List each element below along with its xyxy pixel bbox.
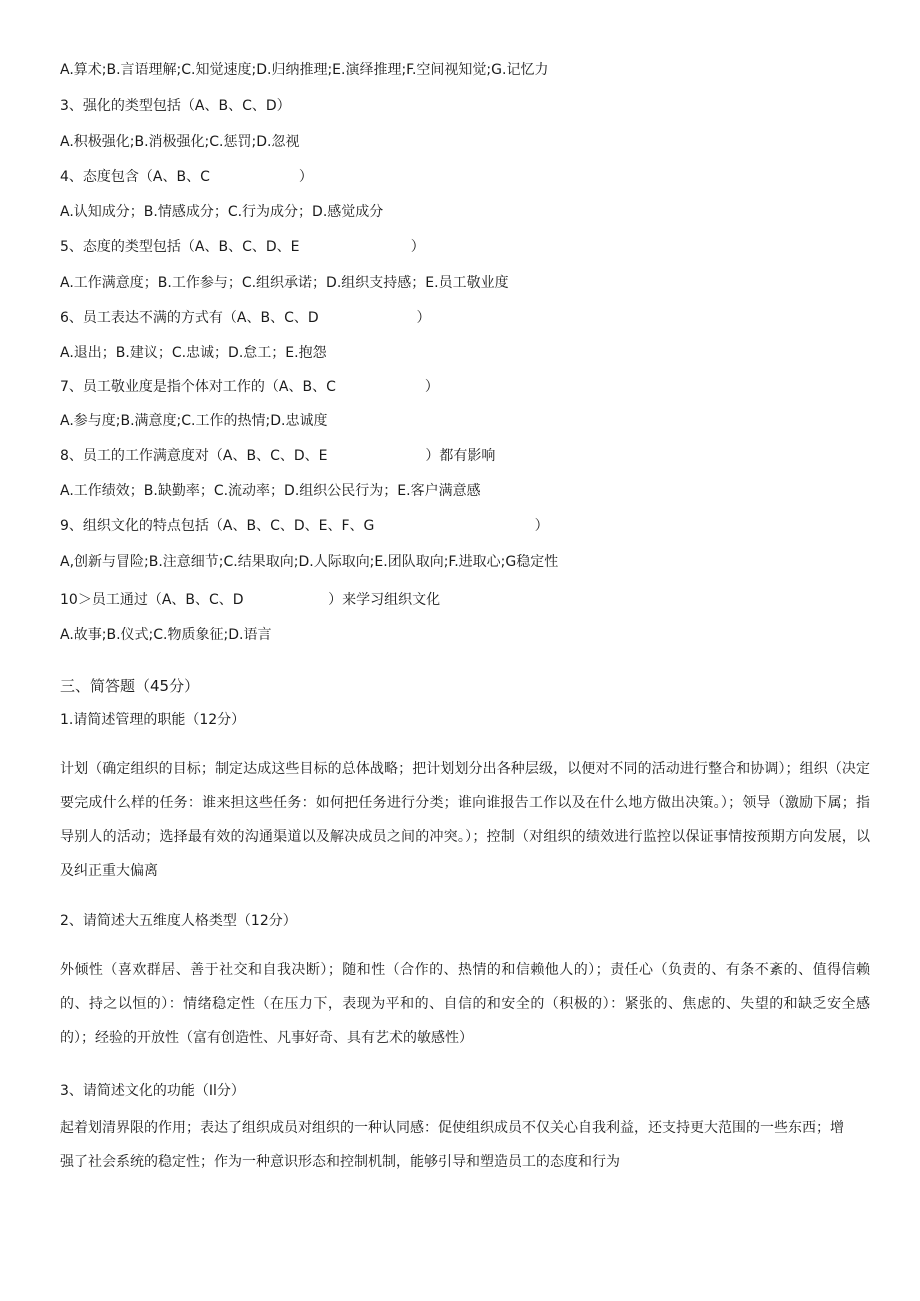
section-title: 三、简答题（45分） [60, 677, 200, 695]
question-3: 3、强化的类型包括（A、B、C、D） [60, 98, 291, 114]
q10-options: A.故事;B.仪式;C.物质象征;D.语言 [60, 627, 272, 643]
question-10: 10＞员工通过（A、B、C、D ）来学习组织文化 [60, 592, 441, 608]
short-answer-2-title: 2、请简述大五维度人格类型（12分） [60, 913, 297, 929]
question-6: 6、员工表达不满的方式有（A、B、C、D ） [60, 310, 431, 326]
q4-options: A.认知成分；B.情感成分；C.行为成分；D.感觉成分 [60, 204, 384, 220]
short-answer-1-answer: 计划（确定组织的目标；制定达成这些目标的总体战略；把计划划分出各种层级，以便对不同的活动进行整合和协调）；组织（决定要完成什么样的任务：谁来担这些任务：如何把任务进行分类；谁向谁报告工作以及在什么地方做出决策。）；领导（激励下属；指导别人的活动；选择最有效的沟通渠道以及解决成员之间的冲突。）；控制（对组织的绩效进行监控以保证事情按预期方向发展，以及纠正重大偏离 [60, 761, 870, 879]
q7-options: A.参与度;B.满意度;C.工作的热情;D.忠诚度 [60, 413, 328, 429]
question-5: 5、态度的类型包括（A、B、C、D、E ） [60, 239, 425, 255]
short-answer-3-answer: 起着划清界限的作用；表达了组织成员对组织的一种认同感：促使组织成员不仅关心自我利益，还支持更大范围的一些东西；增强了社会系统的稳定性；作为一种意识形态和控制机制，能够引导和塑造员工的态度和行为 [60, 1120, 844, 1170]
q9-options: A,创新与冒险;B.注意细节;C.结果取向;D.人际取向;E.团队取向;F.进取心;G稳定性 [60, 554, 559, 570]
short-answer-1-title: 1.请简述管理的职能（12分） [60, 712, 246, 728]
question-8: 8、员工的工作满意度对（A、B、C、D、E ）都有影响 [60, 448, 496, 464]
question-4: 4、态度包含（A、B、C ） [60, 169, 313, 185]
short-answer-3-title: 3、请简述文化的功能（Il分） [60, 1083, 245, 1099]
q8-options: A.工作绩效；B.缺勤率；C.流动率；D.组织公民行为；E.客户满意感 [60, 483, 481, 499]
q5-options: A.工作满意度；B.工作参与；C.组织承诺；D.组织支持感；E.员工敬业度 [60, 275, 509, 291]
q2-options: A.算术;B.言语理解;C.知觉速度;D.归纳推理;E.演绎推理;F.空间视知觉;G.记忆力 [60, 62, 549, 78]
short-answer-2-answer: 外倾性（喜欢群居、善于社交和自我决断）；随和性（合作的、热情的和信赖他人的）；责任心（负责的、有条不紊的、值得信赖的、持之以恒的）：情绪稳定性（在压力下，表现为平和的、自信的和安全的（积极的）：紧张的、焦虑的、失望的和缺乏安全感的）；经验的开放性（富有创造性、凡事好奇、具有艺术的敏感性） [60, 962, 870, 1046]
question-7: 7、员工敬业度是指个体对工作的（A、B、C ） [60, 379, 439, 395]
q3-options: A.积极强化;B.消极强化;C.惩罚;D.忽视 [60, 134, 300, 150]
q6-options: A.退出；B.建议；C.忠诚；D.怠工；E.抱怨 [60, 345, 327, 361]
question-9: 9、组织文化的特点包括（A、B、C、D、E、F、G ） [60, 518, 549, 534]
